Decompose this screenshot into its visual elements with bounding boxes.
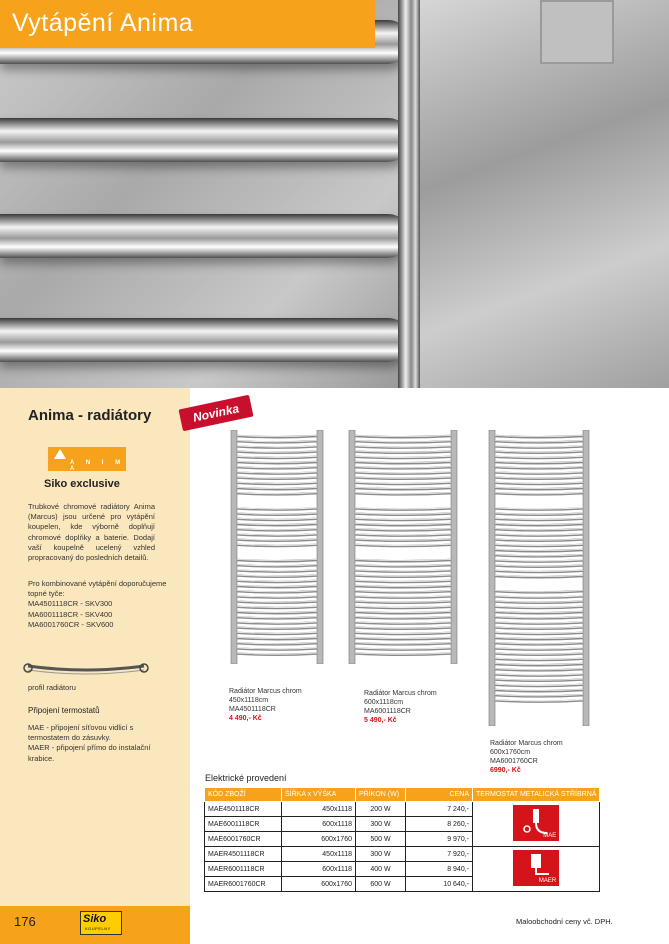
cell-size: 450x1118 xyxy=(282,802,356,817)
product-name: Radiátor Marcus chrom xyxy=(229,688,302,695)
thermostat-mae-image xyxy=(513,805,559,841)
cell-code: MAER6001118CR xyxy=(205,862,282,877)
siko-logo-text: Siko xyxy=(83,913,107,925)
col-header-code: KÓD ZBOŽÍ xyxy=(205,788,282,802)
radiator-image-600x1760 xyxy=(487,430,591,726)
thermostat-maer-cell xyxy=(473,847,600,892)
cell-code: MAER4501118CR xyxy=(205,847,282,862)
product-name: Radiátor Marcus chrom xyxy=(364,690,437,697)
novinka-badge: Novinka xyxy=(178,395,253,431)
cell-code: MAE4501118CR xyxy=(205,802,282,817)
cell-code: MAE6001118CR xyxy=(205,817,282,832)
heating-rod-item: MA4501118CR - SKV300 xyxy=(28,599,113,609)
siko-logo-subtext: KOUPELNY xyxy=(85,926,111,931)
thermostat-mae-cell xyxy=(473,802,600,847)
heating-rod-item: MA6001760CR - SKV600 xyxy=(28,619,114,629)
cell-power: 500 W xyxy=(356,832,406,847)
thermostat-maer-image xyxy=(513,850,559,886)
connection-maer: MAER - připojení přímo do instalační krabice. xyxy=(28,743,151,763)
electric-version-table xyxy=(204,787,600,892)
product-description: Trubkové chromové radiátory Anima (Marcus) jsou určené pro vytápění koupelen, kde výborně doplňují chromové doplňky a baterie. Dodají vaší koupelně ucelený vzhled propracovaný do posledních detailů. xyxy=(28,502,155,563)
product-caption-2 xyxy=(364,689,437,725)
product-size: 600x1760cm xyxy=(490,749,531,756)
anima-logo xyxy=(48,447,126,471)
anima-logo-icon xyxy=(54,449,66,459)
cell-price: 8 940,- xyxy=(406,862,473,877)
profile-label: profil radiátoru xyxy=(28,683,76,692)
cell-size: 600x1760 xyxy=(282,832,356,847)
cell-code: MAE6001760CR xyxy=(205,832,282,847)
price-note: Maloobchodní ceny vč. DPH. xyxy=(516,917,613,926)
thermostat-mae-label: MAE xyxy=(543,833,557,839)
thermostat-maer-label: MAER xyxy=(538,878,557,884)
cell-size: 450x1118 xyxy=(282,847,356,862)
page-number: 176 xyxy=(14,914,36,929)
cell-price: 9 970,- xyxy=(406,832,473,847)
cell-power: 300 W xyxy=(356,817,406,832)
cell-code: MAER6001760CR xyxy=(205,877,282,892)
title-banner xyxy=(0,0,375,48)
heating-rod-item: MA6001118CR - SKV400 xyxy=(28,609,113,619)
radiator-image-450x1118 xyxy=(229,430,325,664)
cell-power: 200 W xyxy=(356,802,406,817)
anima-logo-text: A N I M A xyxy=(70,460,126,472)
product-code: MA6001760CR xyxy=(490,758,538,765)
section-title: Anima - radiátory xyxy=(28,407,152,424)
product-name: Radiátor Marcus chrom xyxy=(490,740,563,747)
cell-power: 400 W xyxy=(356,862,406,877)
cell-size: 600x1760 xyxy=(282,877,356,892)
heating-rod-recommendation xyxy=(28,579,168,630)
product-price: 4 490,- Kč xyxy=(229,715,262,722)
cell-size: 600x1118 xyxy=(282,817,356,832)
table-row xyxy=(205,847,600,862)
product-code: MA6001118CR xyxy=(364,708,411,715)
radiator-profile-drawing xyxy=(22,660,150,678)
col-header-size: ŠÍŘKA x VÝŠKA xyxy=(282,788,356,802)
product-size: 450x1118cm xyxy=(229,697,269,704)
table-header-row xyxy=(205,788,600,802)
product-caption-1 xyxy=(229,687,302,723)
col-header-thermostat: TERMOSTAT METALICKÁ STŘÍBRNÁ xyxy=(473,788,600,802)
product-price: 5 490,- Kč xyxy=(364,717,397,724)
table-row xyxy=(205,802,600,817)
siko-logo xyxy=(80,911,122,935)
cell-price: 10 640,- xyxy=(406,877,473,892)
siko-exclusive-label: Siko exclusive xyxy=(44,478,120,490)
product-code: MA4501118CR xyxy=(229,706,276,713)
cell-price: 7 920,- xyxy=(406,847,473,862)
heating-rod-intro: Pro kombinované vytápění doporučujeme topné tyče: xyxy=(28,579,167,599)
connection-description xyxy=(28,723,160,764)
col-header-price: CENA xyxy=(406,788,473,802)
product-price: 6990,- Kč xyxy=(490,767,521,774)
cell-power: 300 W xyxy=(356,847,406,862)
cell-price: 8 260,- xyxy=(406,817,473,832)
hero-photo xyxy=(0,0,669,388)
product-size: 600x1118cm xyxy=(364,699,404,706)
connection-mae: MAE - připojení síťovou vidlicí s termostatem do zásuvky. xyxy=(28,723,134,743)
radiator-image-600x1118 xyxy=(347,430,459,664)
product-caption-3 xyxy=(490,739,563,775)
col-header-power: PŘÍKON (W) xyxy=(356,788,406,802)
table-title: Elektrické provedení xyxy=(205,773,287,783)
cell-size: 600x1118 xyxy=(282,862,356,877)
page-title: Vytápění Anima xyxy=(12,9,194,37)
connection-title: Připojení termostatů xyxy=(28,706,100,715)
cell-power: 600 W xyxy=(356,877,406,892)
cell-price: 7 240,- xyxy=(406,802,473,817)
